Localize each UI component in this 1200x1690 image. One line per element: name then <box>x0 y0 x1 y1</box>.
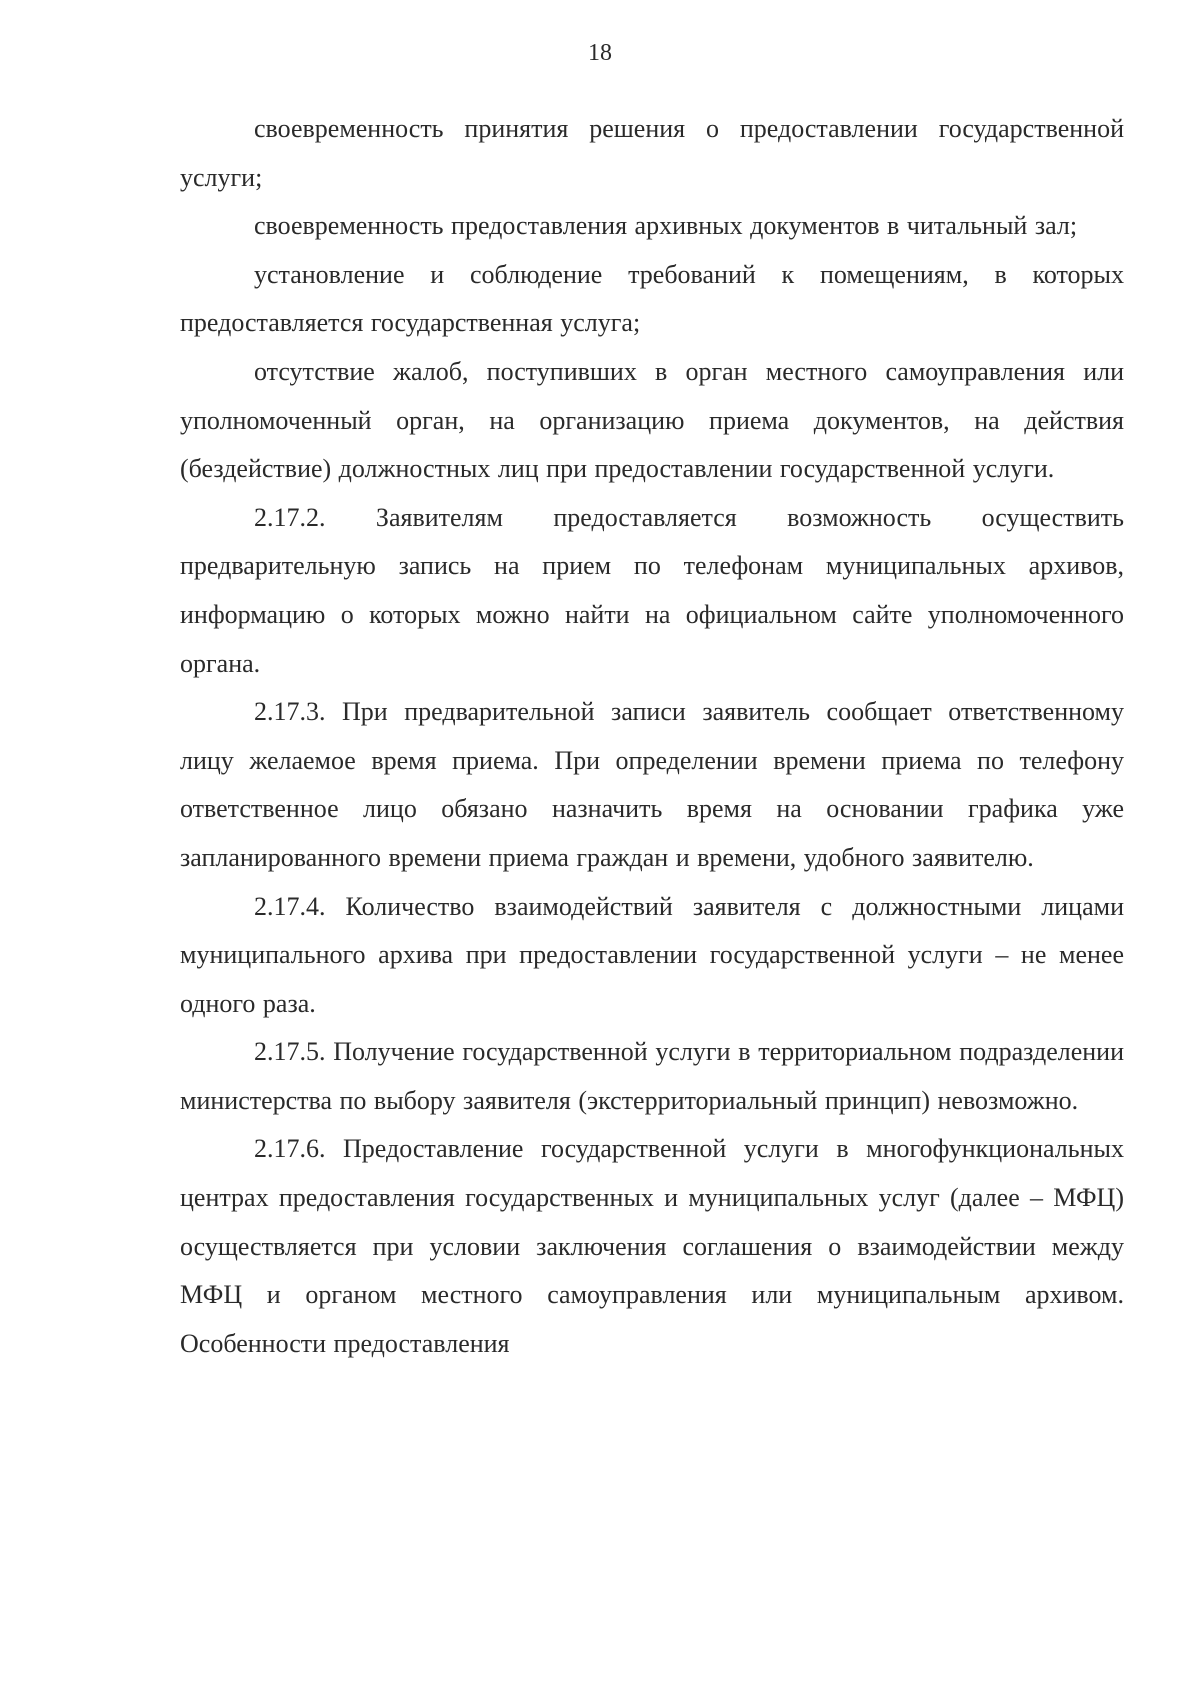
paragraph-no-complaints: отсутствие жалоб, поступивших в орган местного самоуправления или уполномоченный орган, на организацию приема документов, на действия (бездействие) должностных лиц при предоставлении государственной услуги. <box>180 356 1124 484</box>
paragraph-premises-requirements: установление и соблюдение требований к помещениям, в которых предоставляется государственная услуга; <box>180 259 1124 338</box>
paragraph-timely-documents: своевременность предоставления архивных документов в читальный зал; <box>254 211 1078 241</box>
paragraph-2-17-2: 2.17.2. Заявителям предоставляется возможность осуществить предварительную запись на прием по телефонам муниципальных архивов, информацию о которых можно найти на официальном сайте уполномоченного органа. <box>180 502 1124 678</box>
paragraph-2-17-4: 2.17.4. Количество взаимодействий заявителя с должностными лицами муниципального архива при предоставлении государственной услуги – не менее одного раза. <box>180 891 1124 1018</box>
paragraph-2-17-3: 2.17.3. При предварительной записи заявитель сообщает ответственному лицу желаемое время приема. При определении времени приема по телефону ответственное лицо обязано назначить время на основании графика уже запланированного времени приема граждан и времени, удобного заявителю. <box>180 697 1124 872</box>
paragraph-2-17-6: 2.17.6. Предоставление государственной услуги в многофункциональных центрах предоставления государственных и муниципальных услуг (далее – МФЦ) осуществляется при условии заключения соглашения о взаимодействии между МФЦ и органом местного самоуправления или муниципальным архивом. Особенности предоставления <box>180 1134 1124 1358</box>
page-number: 18 <box>588 40 612 66</box>
paragraph-timely-decision: своевременность принятия решения о предоставлении государственной услуги; <box>180 114 1124 192</box>
document-body <box>180 105 1124 1368</box>
paragraph-2-17-5: 2.17.5. Получение государственной услуги в территориальном подразделении министерства по выбору заявителя (экстерриториальный принцип) невозможно. <box>180 1037 1124 1115</box>
